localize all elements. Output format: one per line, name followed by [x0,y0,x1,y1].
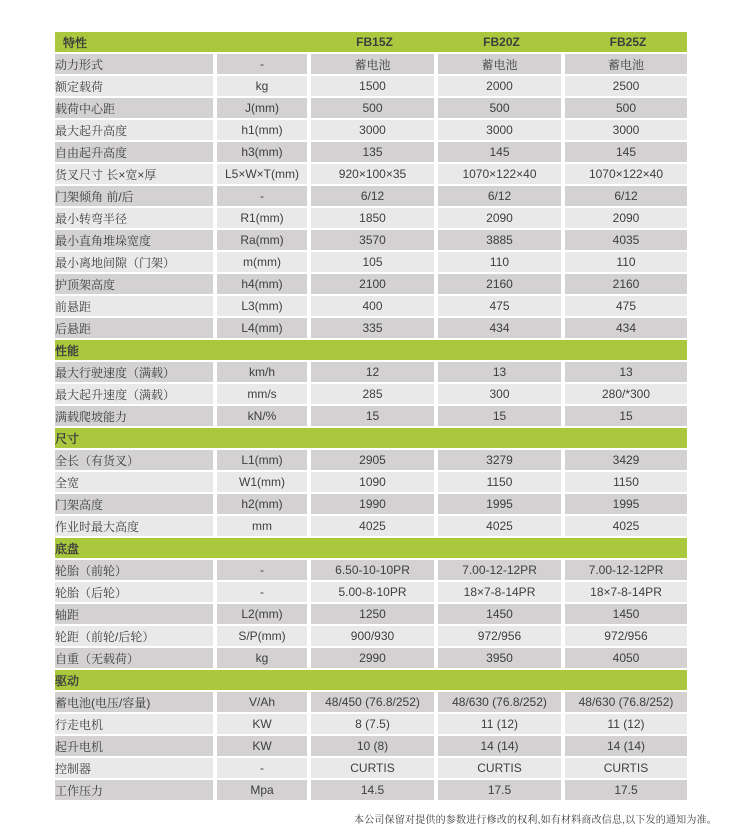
spec-label: 自由起升高度 [55,142,213,162]
spec-value: 500 [565,98,687,118]
spec-symbol: - [217,54,307,74]
spec-label: 轮胎（后轮） [55,582,213,602]
spec-value: 15 [311,406,434,426]
spec-value: 8 (7.5) [311,714,434,734]
spec-value: 1150 [438,472,561,492]
spec-symbol: L5×W×T(mm) [217,164,307,184]
spec-value: CURTIS [438,758,561,778]
spec-label: 全长（有货叉） [55,450,213,470]
spec-value: 1150 [565,472,687,492]
table-row [55,54,687,74]
spec-value: 1995 [438,494,561,514]
spec-value: 500 [438,98,561,118]
spec-value: 12 [311,362,434,382]
spec-value: 4025 [311,516,434,536]
section-title: 底盘 [55,538,687,558]
model-header-fb15z: FB15Z [356,35,393,49]
spec-value: 434 [565,318,687,338]
spec-value: 14.5 [311,780,434,800]
spec-value: 48/450 (76.8/252) [311,692,434,712]
spec-label: 最小转弯半径 [55,208,213,228]
spec-value: 蓄电池 [565,54,687,74]
spec-symbol: L2(mm) [217,604,307,624]
table-row [55,714,687,734]
model-header-fb25z: FB25Z [609,35,647,49]
section-title: 驱动 [55,670,687,690]
table-header-bar [55,32,687,52]
table-row [55,406,687,426]
table-row [55,450,687,470]
spec-label: 轴距 [55,604,213,624]
spec-value: 972/956 [438,626,561,646]
table-header-row [55,32,687,52]
spec-value: 5.00-8-10PR [311,582,434,602]
spec-value: 475 [565,296,687,316]
spec-value: 3950 [438,648,561,668]
spec-symbol: h2(mm) [217,494,307,514]
spec-value: 500 [311,98,434,118]
spec-symbol: mm [217,516,307,536]
spec-value: 6/12 [438,186,561,206]
spec-value: 900/930 [311,626,434,646]
spec-value: CURTIS [311,758,434,778]
spec-symbol: kg [217,76,307,96]
spec-label: 工作压力 [55,780,213,800]
spec-value: 1450 [565,604,687,624]
spec-value: 1070×122×40 [438,164,561,184]
spec-value: 4025 [438,516,561,536]
table-row [55,120,687,140]
spec-value: 10 (8) [311,736,434,756]
spec-value: 17.5 [565,780,687,800]
spec-value: 920×100×35 [311,164,434,184]
spec-label: 货叉尺寸 长×宽×厚 [55,164,213,184]
spec-value: 3000 [565,120,687,140]
spec-value: 434 [438,318,561,338]
spec-value: 400 [311,296,434,316]
spec-label: 载荷中心距 [55,98,213,118]
table-row [55,318,687,338]
section-header-row [55,340,687,360]
spec-value: 15 [565,406,687,426]
spec-value: 7.00-12-12PR [565,560,687,580]
table-row [55,76,687,96]
spec-symbol: KW [217,736,307,756]
spec-value: 1090 [311,472,434,492]
spec-value: 6/12 [311,186,434,206]
spec-symbol: - [217,582,307,602]
spec-value: 11 (12) [565,714,687,734]
spec-value: 1990 [311,494,434,514]
spec-value: 3000 [311,120,434,140]
table-row [55,604,687,624]
table-row [55,692,687,712]
spec-value: 2090 [565,208,687,228]
spec-symbol: mm/s [217,384,307,404]
spec-value: 1070×122×40 [565,164,687,184]
spec-value: 3885 [438,230,561,250]
spec-value: 6/12 [565,186,687,206]
spec-symbol: - [217,186,307,206]
table-row [55,274,687,294]
table-row [55,736,687,756]
spec-label: 蓄电池(电压/容量) [55,692,213,712]
spec-symbol: Mpa [217,780,307,800]
spec-symbol: - [217,560,307,580]
spec-label: 后悬距 [55,318,213,338]
spec-symbol: J(mm) [217,98,307,118]
spec-value: 2990 [311,648,434,668]
spec-value: 13 [565,362,687,382]
spec-value: 14 (14) [438,736,561,756]
spec-label: 行走电机 [55,714,213,734]
table-row [55,296,687,316]
spec-value: 1500 [311,76,434,96]
spec-value: 2905 [311,450,434,470]
table-row [55,98,687,118]
spec-value: 2100 [311,274,434,294]
spec-symbol: kg [217,648,307,668]
spec-value: 17.5 [438,780,561,800]
spec-symbol: L4(mm) [217,318,307,338]
spec-label: 额定载荷 [55,76,213,96]
spec-value: 18×7-8-14PR [438,582,561,602]
spec-label: 自重（无载荷） [55,648,213,668]
table-row [55,208,687,228]
table-row [55,142,687,162]
spec-symbol: kN/% [217,406,307,426]
spec-value: 1250 [311,604,434,624]
spec-value: 145 [565,142,687,162]
spec-value: 蓄电池 [438,54,561,74]
spec-value: CURTIS [565,758,687,778]
section-title: 性能 [55,340,687,360]
spec-value: 3000 [438,120,561,140]
table-row [55,494,687,514]
table-row [55,516,687,536]
spec-value: 13 [438,362,561,382]
spec-symbol: KW [217,714,307,734]
spec-value: 15 [438,406,561,426]
table-row [55,230,687,250]
table-row [55,384,687,404]
spec-label: 最小直角堆垛宽度 [55,230,213,250]
spec-value: 3570 [311,230,434,250]
spec-label: 最大起升高度 [55,120,213,140]
spec-value: 285 [311,384,434,404]
spec-value: 972/956 [565,626,687,646]
spec-value: 1995 [565,494,687,514]
spec-value: 1850 [311,208,434,228]
spec-value: 2160 [565,274,687,294]
spec-value: 2090 [438,208,561,228]
spec-value: 280/*300 [565,384,687,404]
spec-label: 最大行驶速度（满载） [55,362,213,382]
spec-value: 6.50-10-10PR [311,560,434,580]
table-row [55,758,687,778]
spec-label: 最大起升速度（满载） [55,384,213,404]
spec-value: 110 [565,252,687,272]
spec-value: 18×7-8-14PR [565,582,687,602]
table-row [55,164,687,184]
spec-value: 105 [311,252,434,272]
section-title: 尺寸 [55,428,687,448]
spec-label: 轮距（前轮/后轮） [55,626,213,646]
table-row [55,472,687,492]
table-row [55,362,687,382]
spec-value: 2160 [438,274,561,294]
spec-symbol: m(mm) [217,252,307,272]
section-header-row [55,428,687,448]
spec-value: 48/630 (76.8/252) [438,692,561,712]
spec-symbol: W1(mm) [217,472,307,492]
spec-symbol: h4(mm) [217,274,307,294]
spec-symbol: h3(mm) [217,142,307,162]
spec-label: 门架高度 [55,494,213,514]
section-header-row [55,670,687,690]
spec-symbol: Ra(mm) [217,230,307,250]
table-row [55,648,687,668]
spec-label: 起升电机 [55,736,213,756]
spec-symbol: S/P(mm) [217,626,307,646]
spec-value: 2500 [565,76,687,96]
spec-value: 300 [438,384,561,404]
spec-label: 门架倾角 前/后 [55,186,213,206]
spec-value: 135 [311,142,434,162]
spec-value: 4035 [565,230,687,250]
spec-symbol: L3(mm) [217,296,307,316]
table-row [55,626,687,646]
spec-value: 335 [311,318,434,338]
table-row [55,252,687,272]
spec-value: 14 (14) [565,736,687,756]
feature-column-header: 特性 [63,35,88,50]
spec-label: 最小离地间隙（门架） [55,252,213,272]
spec-symbol: V/Ah [217,692,307,712]
spec-label: 满载爬坡能力 [55,406,213,426]
spec-value: 蓄电池 [311,54,434,74]
spec-label: 护顶架高度 [55,274,213,294]
spec-symbol: - [217,758,307,778]
spec-symbol: L1(mm) [217,450,307,470]
spec-label: 轮胎（前轮） [55,560,213,580]
spec-table [51,30,691,802]
table-row [55,186,687,206]
section-header-row [55,538,687,558]
spec-value: 4025 [565,516,687,536]
spec-value: 3429 [565,450,687,470]
spec-value: 1450 [438,604,561,624]
spec-label: 全宽 [55,472,213,492]
disclaimer-note: 本公司保留对提供的参数进行修改的权利,如有材料商改信息,以下发的通知为准。 [354,815,717,826]
spec-value: 48/630 (76.8/252) [565,692,687,712]
spec-value: 7.00-12-12PR [438,560,561,580]
table-row [55,560,687,580]
spec-symbol: km/h [217,362,307,382]
spec-value: 145 [438,142,561,162]
spec-symbol: h1(mm) [217,120,307,140]
spec-value: 110 [438,252,561,272]
spec-value: 3279 [438,450,561,470]
spec-value: 4050 [565,648,687,668]
spec-value: 2000 [438,76,561,96]
table-row [55,780,687,800]
spec-label: 动力形式 [55,54,213,74]
spec-label: 作业时最大高度 [55,516,213,536]
spec-symbol: R1(mm) [217,208,307,228]
spec-label: 前悬距 [55,296,213,316]
model-header-fb20z: FB20Z [483,35,520,49]
spec-label: 控制器 [55,758,213,778]
spec-value: 11 (12) [438,714,561,734]
table-row [55,582,687,602]
spec-value: 475 [438,296,561,316]
